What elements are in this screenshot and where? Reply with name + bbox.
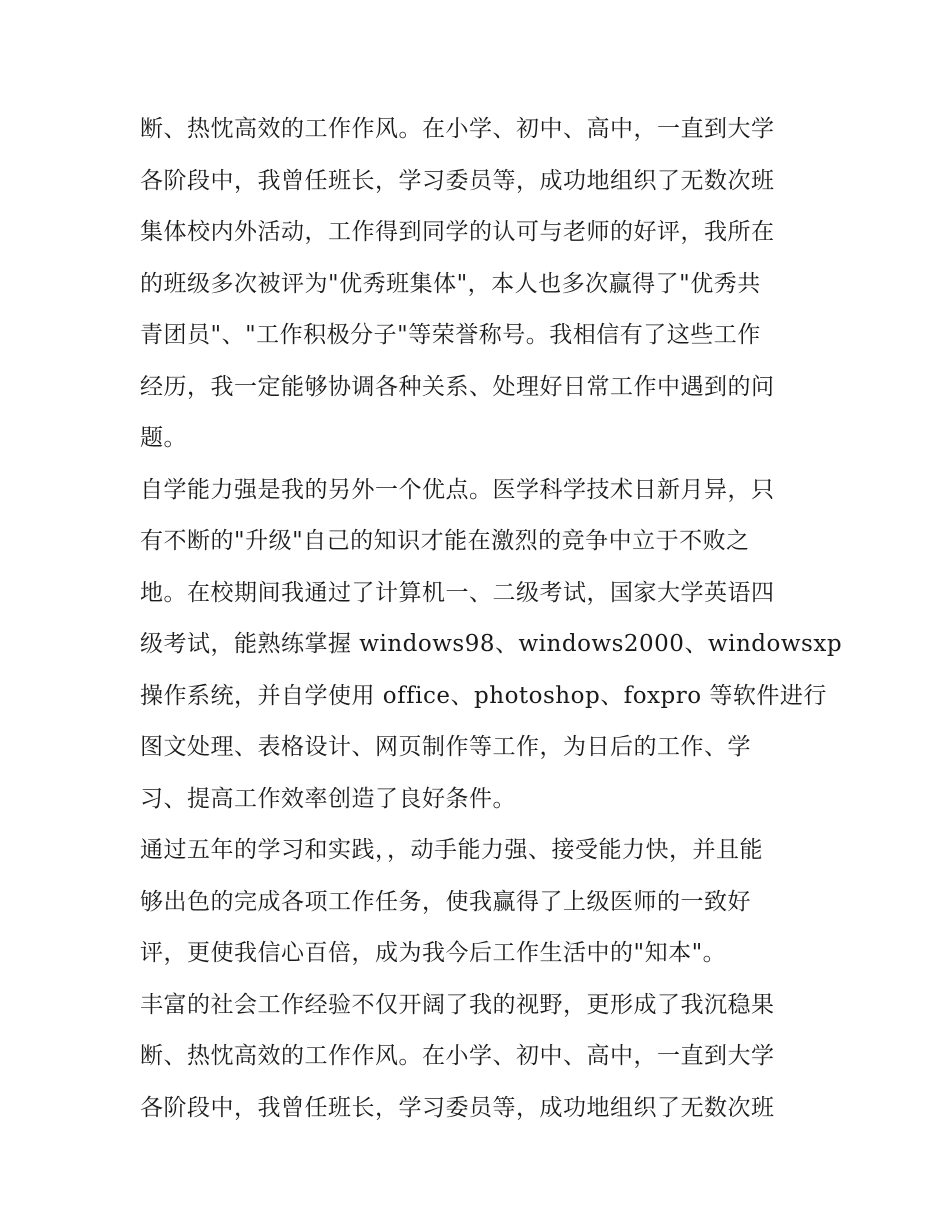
text-line: 够出色的完成各项工作任务，使我赢得了上级医师的一致好 — [140, 888, 751, 915]
text-line: 各阶段中，我曾任班长，学习委员等，成功地组织了无数次班 — [140, 1094, 775, 1121]
text-line: 丰富的社会工作经验不仅开阔了我的视野，更形成了我沉稳果 — [140, 991, 775, 1018]
text-line: 通过五年的学习和实践，，动手能力强、接受能力快，并且能 — [140, 837, 763, 863]
text-line: 有不断的"升级"自己的知识才能在激烈的竞争中立于不败之 — [140, 528, 750, 554]
text-line: 的班级多次被评为"优秀班集体"，本人也多次赢得了"优秀共 — [140, 270, 761, 297]
document-body — [140, 108, 843, 1138]
text-line: 评，更使我信心百倍，成为我今后工作生活中的"知本"。 — [140, 940, 727, 966]
text-line: 各阶段中，我曾任班长，学习委员等，成功地组织了无数次班 — [140, 167, 775, 194]
text-line: 级考试，能熟练掌握 windows98、windows2000、windowsxp — [140, 631, 843, 657]
text-line: 操作系统，并自学使用 office、photoshop、foxpro 等软件进行 — [140, 682, 827, 709]
text-line: 题。 — [140, 425, 187, 451]
text-line: 自学能力强是我的另外一个优点。医学科学技术日新月异，只 — [140, 476, 775, 503]
text-line: 图文处理、表格设计、网页制作等工作，为日后的工作、学 — [140, 734, 751, 760]
text-line: 地。在校期间我通过了计算机一、二级考试，国家大学英语四 — [140, 579, 775, 606]
text-line: 经历，我一定能够协调各种关系、处理好日常工作中遇到的问 — [140, 373, 775, 400]
text-line: 习、提高工作效率创造了良好条件。 — [140, 785, 516, 812]
text-line: 青团员"、"工作积极分子"等荣誉称号。我相信有了这些工作 — [140, 322, 761, 348]
text-line: 断、热忱高效的工作作风。在小学、初中、高中，一直到大学 — [140, 1043, 775, 1069]
text-line: 断、热忱高效的工作作风。在小学、初中、高中，一直到大学 — [140, 116, 775, 142]
text-line: 集体校内外活动，工作得到同学的认可与老师的好评，我所在 — [140, 219, 775, 245]
